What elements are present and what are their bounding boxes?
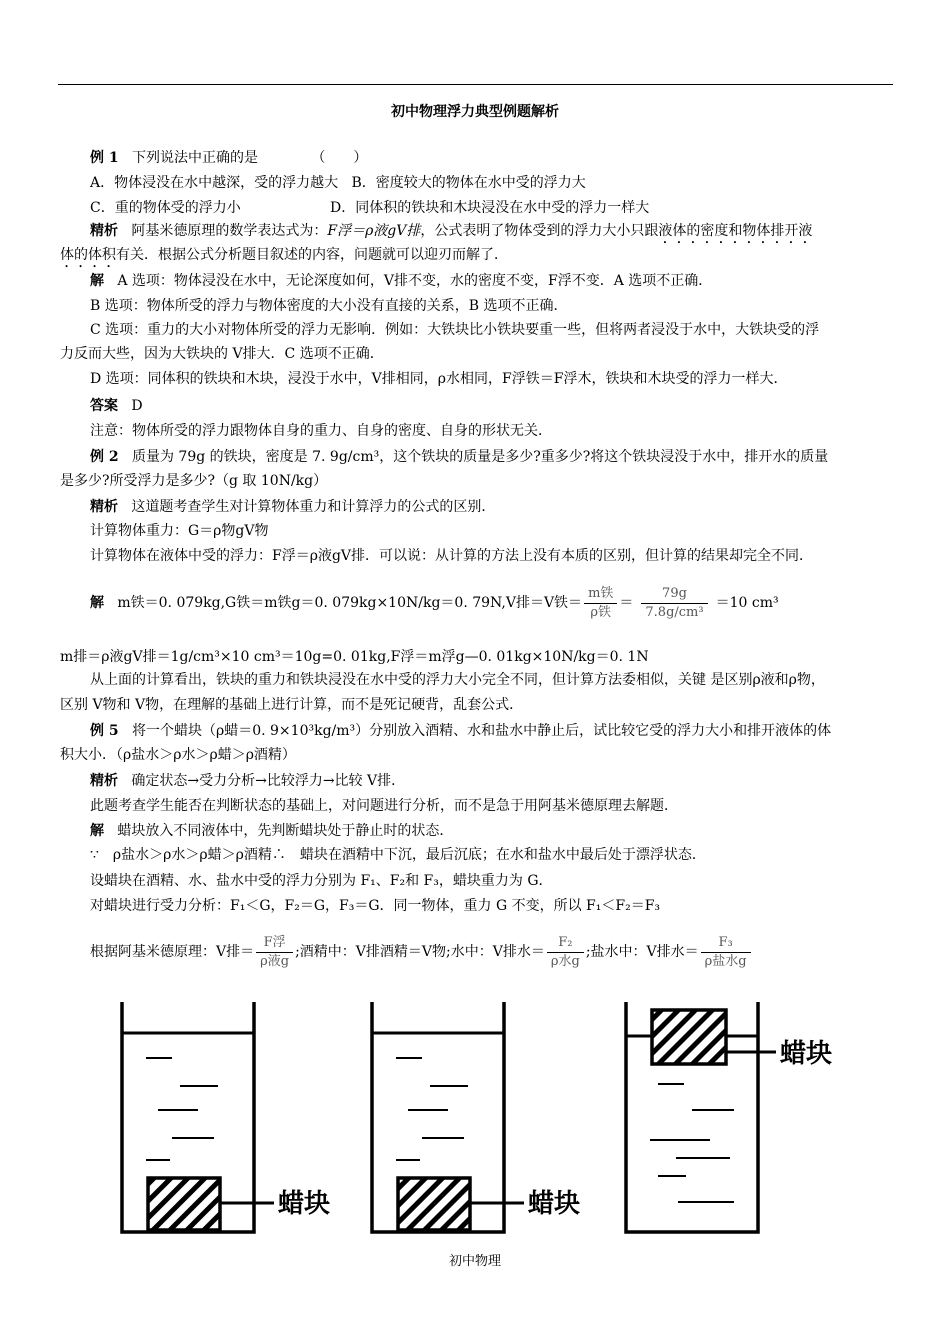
ex5-solution-1: 蜡块放入不同液体中，先判断蜡块处于静止时的状态． [117, 823, 454, 839]
ex1-analysis-label: 精析 [90, 223, 118, 239]
ex2-gravity-formula: 计算物体重力：G＝ρ物gV物 [90, 523, 269, 539]
ex2-buoyancy-formula: 计算物体在液体中受的浮力：F浮＝ρ液gV排．可以说：从计算的方法上没有本质的区别，但计算的结果却完全不同． [90, 548, 814, 564]
ex1-analysis-text-b: ，公式表明了物体受到的浮力大小只跟 [420, 223, 659, 239]
ex2-analysis-label: 精析 [90, 499, 118, 515]
ex2-conclusion-line1: 从上面的计算看出，铁块的重力和铁块浸没在水中受的浮力大小完全不同，但计算方法委相似，关键 是区别ρ液和ρ物， [90, 672, 825, 688]
ex5-purpose: 此题考查学生能否在判断状态的基础上，对问题进行分析，而不是急于用阿基米德原理去解题． [90, 798, 678, 814]
beakers-figure [110, 998, 870, 1238]
fraction-numerator: F₃ [701, 934, 751, 953]
ex1-answer-line [90, 397, 930, 415]
ex1-options-ab [90, 174, 930, 192]
ex2-solution-label: 解 [90, 595, 104, 611]
ex5-analysis-line [90, 772, 930, 790]
fraction-denominator: ρ水g [550, 953, 580, 969]
arch-text-a: 根据阿基米德原理：V排＝ [90, 944, 255, 960]
ex1-solution-a-text: A 选项：物体浸没在水中，无论深度如何，V排不变，水的密度不变，F浮不变．A 选项不正确． [117, 273, 713, 289]
ex5-solution-line1 [90, 822, 930, 840]
archimedes-formula: F浮＝ρ液gV排 [327, 223, 421, 239]
fraction-numerator: 79g [641, 585, 707, 604]
fraction-numerator: F浮 [256, 934, 293, 953]
fraction-f2 [547, 934, 584, 971]
ex5-solution-line4: 对蜡块进行受力分析：F₁＜G，F₂＝G，F₃＝G．同一物体，重力 G 不变，所以 F₁＜F₂＝F₃ [90, 898, 661, 914]
ex2-solution-line2: m排＝ρ液gV排＝1g/cm³×10 cm³＝10g=0. 01kg,F浮＝m浮g—0. 01kg×10N/kg＝0. 1N [60, 649, 649, 665]
fraction-denominator: ρ液g [260, 953, 290, 969]
fraction-numerator: m铁 [584, 585, 617, 604]
ex5-solution-label: 解 [90, 823, 104, 839]
ex1-solution-label: 解 [90, 273, 104, 289]
ex1-analysis-text-c: 有关．根据公式分析题目叙述的内容，问题就可以迎刃而解了． [116, 247, 508, 263]
ex2-question-line2: 是多少?所受浮力是多少?（g 取 10N/kg） [60, 473, 328, 489]
equals-sign: ＝ [619, 595, 634, 611]
ex1-solution-c-line2: 力反而大些，因为大铁块的 V排大．C 选项不正确． [60, 346, 384, 362]
fraction-denominator: ρ盐水g [704, 953, 747, 969]
arch-text-b: ;酒精中：V排酒精＝V物;水中：V排水＝ [295, 944, 545, 960]
ex2-solution-1: m铁＝0. 079kg,G铁＝m铁g＝0. 079kg×10N/kg＝0. 79N,V排＝V铁＝ [117, 595, 583, 611]
ex1-question: 下列说法中正确的是 [131, 150, 258, 166]
ex2-conclusion-line2: 区别 V物和 V物，在理解的基础上进行计算，而不是死记硬背，乱套公式． [60, 697, 524, 713]
fraction-m-over-rho [584, 585, 617, 622]
ex5-question-line1 [90, 722, 930, 740]
ex1-solution-a [90, 272, 930, 290]
ex2-question-1: 质量为 79g 的铁块，密度是 7. 9g/cm³，这个铁块的质量是多少?重多少?将这个铁块浸没于水中，排开水的质量 [131, 449, 829, 465]
ex2-solution-result: ＝10 cm³ [715, 595, 779, 611]
ex5-analysis: 确定状态→受力分析→比较浮力→比较 V排． [131, 773, 406, 789]
wax-block-label-1: 蜡块 [278, 1189, 331, 1219]
wax-block-label-3: 蜡块 [780, 1039, 833, 1069]
beaker-alcohol [122, 1002, 274, 1232]
ex1-option-c: C．重的物体受的浮力小 [90, 200, 241, 216]
fraction-f-float [256, 934, 293, 971]
ex1-answer-label: 答案 [90, 398, 118, 414]
ex5-question-line2: 积大小．（ρ盐水＞ρ水＞ρ蜡＞ρ酒精） [60, 747, 296, 763]
ex1-question-line [90, 149, 930, 167]
fraction-79g [641, 585, 707, 622]
beaker-saltwater [626, 1002, 776, 1232]
ex1-analysis-emphasis-1: 液体的密度和物体排开液 [658, 223, 813, 239]
page-footer: 初中物理 [448, 1254, 501, 1269]
ex1-solution-b: B 选项：物体所受的浮力与物体密度的大小没有直接的关系，B 选项不正确． [90, 298, 568, 314]
fraction-f3 [701, 934, 751, 971]
wax-block [148, 1178, 220, 1230]
ex1-answer: D [131, 398, 143, 414]
ex1-analysis-line2 [60, 246, 900, 271]
ex1-options-cd [90, 199, 930, 217]
ex5-solution-line2: ∵ ρ盐水＞ρ水＞ρ蜡＞ρ酒精∴ 蜡块在酒精中下沉，最后沉底；在水和盐水中最后处于漂浮状态． [90, 847, 706, 863]
ex1-option-a: A．物体浸没在水中越深，受的浮力越大 [90, 175, 339, 191]
ex1-solution-c-line1: C 选项：重力的大小对物体所受的浮力无影响．例如：大铁块比小铁块要重一些，但将两者浸没于水中，大铁块受的浮 [90, 322, 820, 338]
ex5-archimedes-line [90, 928, 930, 976]
ex5-analysis-label: 精析 [90, 773, 118, 789]
ex2-analysis: 这道题考查学生对计算物体重力和计算浮力的公式的区别． [131, 499, 496, 515]
wax-block [398, 1178, 470, 1230]
ex1-option-b: B．密度较大的物体在水中受的浮力大 [351, 175, 586, 191]
fraction-denominator: ρ铁 [590, 604, 612, 620]
beaker-water [372, 1002, 524, 1232]
ex2-label: 例 2 [90, 449, 119, 465]
ex1-option-d: D．同体积的铁块和木块浸没在水中受的浮力一样大 [330, 200, 650, 216]
ex1-analysis-emphasis-2: 体的体积 [60, 247, 116, 263]
fraction-numerator: F₂ [547, 934, 584, 953]
wax-block-label-2: 蜡块 [528, 1189, 581, 1219]
ex5-question-1: 将一个蜡块（ρ蜡＝0. 9×10³kg/m³）分别放入酒精、水和盐水中静止后，试比较它受的浮力大小和排开液体的体 [131, 723, 832, 739]
ex5-label: 例 5 [90, 723, 119, 739]
ex1-analysis-text: 阿基米德原理的数学表达式为： [131, 223, 328, 239]
ex1-solution-d: D 选项：同体积的铁块和木块，浸没于水中，V排相同，ρ水相同，F浮铁＝F浮木，铁块和木块受的浮力一样大． [90, 371, 788, 387]
ex5-solution-line3: 设蜡块在酒精、水、盐水中受的浮力分别为 F₁、F₂和 F₃，蜡块重力为 G． [90, 873, 553, 889]
arch-text-c: ;盐水中：V排水＝ [585, 944, 699, 960]
wax-block [652, 1010, 726, 1064]
ex2-solution-line1 [90, 583, 930, 623]
header-rule [58, 84, 893, 85]
document-title: 初中物理浮力典型例题解析 [391, 104, 559, 120]
ex2-analysis-line [90, 498, 930, 516]
fraction-denominator: 7.8g/cm³ [645, 604, 704, 620]
ex1-label: 例 1 [90, 150, 119, 166]
ex1-note: 注意：物体所受的浮力跟物体自身的重力、自身的密度、自身的形状无关． [90, 423, 552, 439]
ex2-question-line1 [90, 448, 930, 466]
ex1-paren: （ ） [311, 150, 368, 166]
ex1-analysis-line1 [90, 222, 930, 247]
